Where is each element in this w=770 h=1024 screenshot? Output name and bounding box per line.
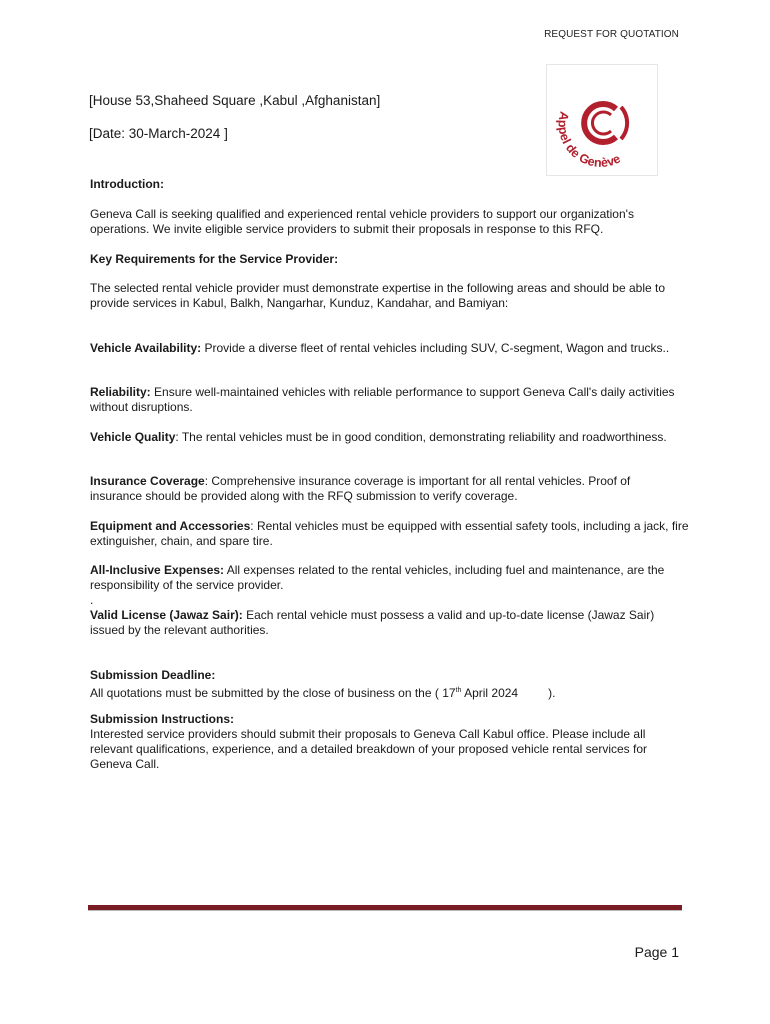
instructions-heading: Submission Instructions: [90, 712, 235, 726]
requirement-text: Each rental vehicle must possess a valid and up-to-date license (Jawaz Sair) issued by the relevant authorities. [90, 608, 655, 637]
requirement-vehicle-quality [90, 430, 690, 445]
dot-separator: . [90, 593, 94, 607]
deadline-heading: Submission Deadline: [90, 668, 216, 682]
instructions-body: Interested service providers should submit their proposals to Geneva Call Kabul office. Please include all relevant qualifications, experience, and a detailed breakdown of your proposed vehicle rental services for Geneva Call. [90, 727, 647, 771]
requirement-text: All expenses related to the rental vehicles, including fuel and maintenance, are the responsibility of the service provider. [90, 563, 665, 592]
requirement-text: Ensure well-maintained vehicles with reliable performance to support Geneva Call's daily activities without disruptions. [90, 385, 675, 414]
requirement-insurance-coverage [90, 474, 650, 504]
logo-text-bottom: Appel de Genève [555, 110, 623, 170]
requirement-text: : Comprehensive insurance coverage is important for all rental vehicles. Proof of insurance should be provided along with the RFQ submission to verify coverage. [90, 474, 631, 503]
logo-text-top [547, 65, 621, 68]
key-requirements-body: The selected rental vehicle provider must demonstrate expertise in the following areas and should be able to provide services in Kabul, Balkh, Nangarhar, Kunduz, Kandahar, and Bamiyan: [90, 281, 665, 310]
requirement-text: : Rental vehicles must be equipped with essential safety tools, including a jack, fire extinguisher, chain, and spare tire. [90, 519, 689, 548]
requirement-valid-license [90, 608, 690, 638]
requirement-label: Insurance Coverage [90, 474, 205, 488]
deadline-prefix: All quotations must be submitted by the close of business on the ( 17 [90, 686, 456, 700]
requirement-reliability [90, 385, 690, 415]
footer-divider [88, 905, 682, 911]
date-line: [Date: 30-March-2024 ] [89, 126, 228, 141]
intro-body: Geneva Call is seeking qualified and experienced rental vehicle providers to support our organization's operations. We invite eligible service providers to submit their proposals in response to this RFQ. [90, 207, 634, 236]
deadline-body [90, 683, 690, 701]
geneva-call-logo [546, 64, 658, 176]
intro-heading: Introduction: [90, 177, 164, 191]
requirement-label: Equipment and Accessories [90, 519, 251, 533]
page-number: Page 1 [634, 944, 679, 960]
address-line: [House 53,Shaheed Square ,Kabul ,Afghanistan] [89, 93, 381, 108]
deadline-date: April 2024 [461, 686, 519, 700]
header-title: REQUEST FOR QUOTATION [544, 29, 679, 40]
deadline-closing: ). [548, 686, 556, 700]
geneva-call-logo-icon [547, 65, 657, 175]
requirement-vehicle-availability [90, 341, 690, 356]
requirement-text: : The rental vehicles must be in good condition, demonstrating reliability and roadworthiness. [175, 430, 667, 444]
requirement-all-inclusive-expenses [90, 563, 690, 593]
requirement-equipment-accessories [90, 519, 690, 549]
requirement-text: Provide a diverse fleet of rental vehicles including SUV, C-segment, Wagon and trucks.. [201, 341, 670, 355]
requirement-label: Vehicle Quality [90, 430, 176, 444]
requirement-label: Valid License (Jawaz Sair): [90, 608, 243, 622]
key-requirements-heading: Key Requirements for the Service Provider: [90, 252, 339, 266]
requirement-label: Reliability: [90, 385, 151, 399]
requirement-label: All-Inclusive Expenses: [90, 563, 225, 577]
requirement-label: Vehicle Availability: [90, 341, 202, 355]
deadline-sup: th [455, 687, 462, 694]
